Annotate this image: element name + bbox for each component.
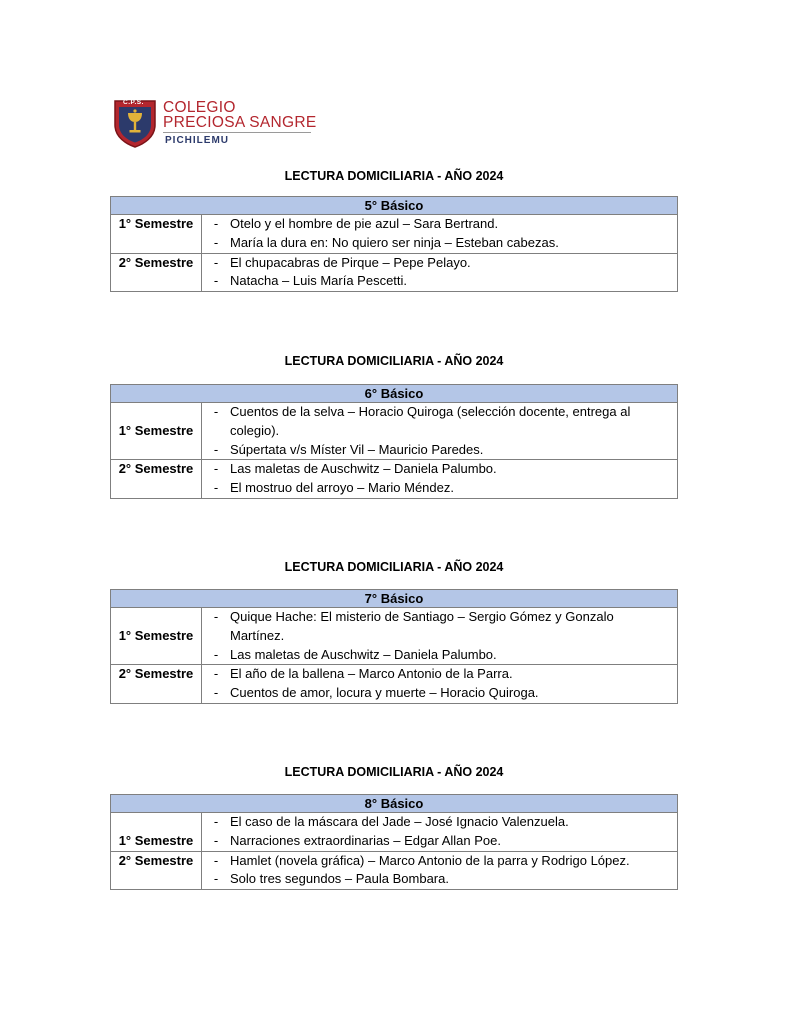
list-item: - Cuentos de la selva – Horacio Quiroga (selección docente, entrega al colegio). [202,403,677,441]
list-item: - Hamlet (novela gráfica) – Marco Antonio de la parra y Rodrigo López. [202,852,677,871]
semester-books [202,665,678,704]
semester-label: 1° Semestre [111,403,202,460]
grade-header: 5° Básico [111,197,678,215]
list-item: - Las maletas de Auschwitz – Daniela Palumbo. [202,646,677,665]
logo-text-pichilemu: PICHILEMU [165,135,229,146]
section-heading: LECTURA DOMICILIARIA - AÑO 2024 [284,169,504,183]
semester-label: 1° Semestre [111,215,202,254]
reading-table [110,589,678,704]
section-heading: LECTURA DOMICILIARIA - AÑO 2024 [284,560,504,574]
book-title: Cuentos de amor, locura y muerte – Horacio Quiroga. [230,685,539,701]
book-title: Quique Hache: El misterio de Santiago – Sergio Gómez y Gonzalo Martínez. [230,609,614,643]
list-item: - El caso de la máscara del Jade – José Ignacio Valenzuela. [202,813,677,832]
book-title: Solo tres segundos – Paula Bombara. [230,871,449,887]
semester-label: 1° Semestre [111,813,202,852]
list-item: - Solo tres segundos – Paula Bombara. [202,870,677,889]
semester-label: 1° Semestre [111,608,202,665]
book-title: El caso de la máscara del Jade – José Ignacio Valenzuela. [230,814,569,829]
book-title: El mostruo del arroyo – Mario Méndez. [230,480,454,496]
reading-table [110,384,678,499]
book-title: Narraciones extraordinarias – Edgar Allan Poe. [230,832,501,848]
reading-table [110,196,678,292]
book-title: Las maletas de Auschwitz – Daniela Palumbo. [230,461,497,477]
semester-books [202,608,678,665]
grade-header: 6° Básico [111,385,678,403]
list-item: - María la dura en: No quiero ser ninja – Esteban cabezas. [202,234,677,253]
semester-label: 2° Semestre [111,851,202,890]
section-heading: LECTURA DOMICILIARIA - AÑO 2024 [284,354,504,368]
semester-books [202,813,678,852]
book-title: María la dura en: No quiero ser ninja – Esteban cabezas. [230,234,559,250]
logo-divider [163,132,311,133]
grade-header: 7° Básico [111,590,678,608]
list-item: - Las maletas de Auschwitz – Daniela Palumbo. [202,460,677,479]
book-title: Natacha – Luis María Pescetti. [230,273,408,289]
list-item: - Quique Hache: El misterio de Santiago – Sergio Gómez y Gonzalo Martínez. [202,608,677,646]
list-item: - Otelo y el hombre de pie azul – Sara Bertrand. [202,215,677,234]
book-title: Otelo y el hombre de pie azul – Sara Bertrand. [230,216,499,231]
semester-label: 2° Semestre [111,460,202,499]
semester-label: 2° Semestre [111,253,202,292]
list-item: - Cuentos de amor, locura y muerte – Horacio Quiroga. [202,684,677,703]
semester-books [202,403,678,460]
grade-header: 8° Básico [111,795,678,813]
reading-table [110,794,678,890]
semester-label: 2° Semestre [111,665,202,704]
list-item: - El año de la ballena – Marco Antonio de la Parra. [202,665,677,684]
logo-text-preciosa-sangre: PRECIOSA SANGRE [163,114,317,131]
book-title: El año de la ballena – Marco Antonio de la Parra. [230,666,513,682]
semester-books [202,460,678,499]
section-heading: LECTURA DOMICILIARIA - AÑO 2024 [284,765,504,779]
list-item: - Natacha – Luis María Pescetti. [202,272,677,291]
semester-books [202,215,678,254]
crest-initials: C.P.S. [123,99,144,106]
semester-books [202,851,678,890]
school-logo [112,98,317,150]
book-title: Súpertata v/s Míster Vil – Mauricio Paredes. [230,441,484,457]
list-item: - El chupacabras de Pirque – Pepe Pelayo. [202,254,677,273]
list-item: - Súpertata v/s Míster Vil – Mauricio Paredes. [202,441,677,460]
book-title: El chupacabras de Pirque – Pepe Pelayo. [230,254,471,270]
book-title: Hamlet (novela gráfica) – Marco Antonio de la parra y Rodrigo López. [230,852,630,868]
list-item: - El mostruo del arroyo – Mario Méndez. [202,479,677,498]
list-item: - Narraciones extraordinarias – Edgar Allan Poe. [202,832,677,851]
book-title: Las maletas de Auschwitz – Daniela Palumbo. [230,646,497,662]
book-title: Cuentos de la selva – Horacio Quiroga (selección docente, entrega al colegio). [230,404,631,438]
logo-text-colegio: COLEGIO [163,99,236,116]
semester-books [202,253,678,292]
